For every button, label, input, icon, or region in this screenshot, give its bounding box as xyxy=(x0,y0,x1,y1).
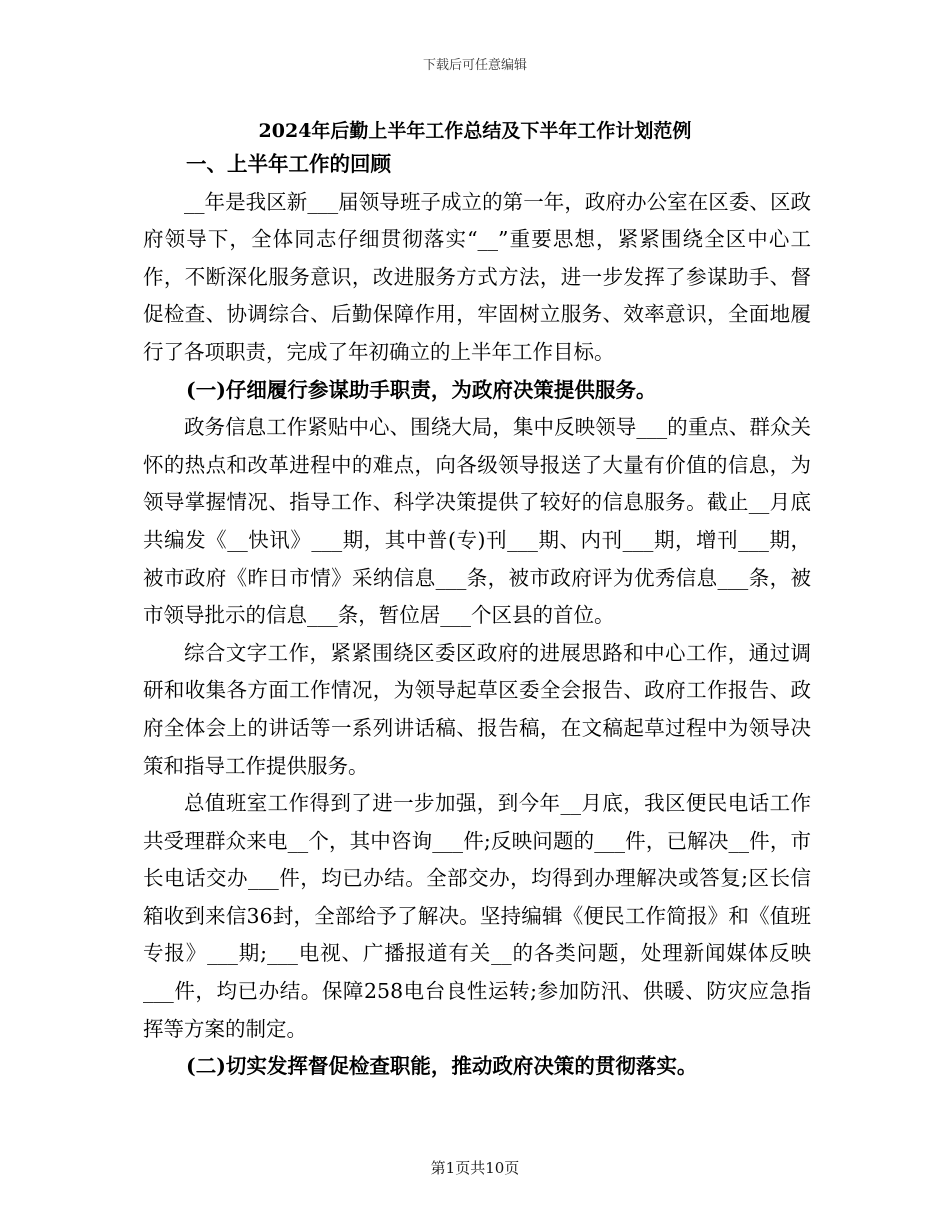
paragraph-writing-work: 综合文字工作，紧紧围绕区委区政府的进展思路和中心工作，通过调研和收集各方面工作情况，为领导起草区委全会报告、政府工作报告、政府全体会上的讲话等一系列讲话稿、报告稿，在文稿起草过程中为领导决策和指导工作提供服务。 xyxy=(143,640,811,778)
paragraph-duty-office: 总值班室工作得到了进一步加强，到今年__月底，我区便民电话工作共受理群众来电__个，其中咨询___件;反映问题的___件，已解决__件，市长电话交办___件，均已办结。全部交办，均得到办理解决或答复;区长信箱收到来信36封，全部给予了解决。坚持编辑《便民工作简报》和《值班专报》___期;___电视、广播报道有关__的各类问题，处理新闻媒体反映___件，均已办结。保障258电台良性运转;参加防汛、供暖、防灾应急指挥等方案的制定。 xyxy=(143,791,811,1041)
subsection-heading-advisory: (一)仔细履行参谋助手职责，为政府决策提供服务。 xyxy=(186,377,657,402)
page-number: 第1页共10页 xyxy=(430,1159,520,1177)
paragraph-information-work: 政务信息工作紧贴中心、围绕大局，集中反映领导___的重点、群众关怀的热点和改革进程中的难点，向各级领导报送了大量有价值的信息，为领导掌握情况、指导工作、科学决策提供了较好的信息服务。截止__月底共编发《__快讯》___期，其中普(专)刊___期、内刊___期，增刊___期，被市政府《昨日市情》采纳信息___条，被市政府评为优秀信息___条，被市领导批示的信息___条，暂位居___个区县的首位。 xyxy=(143,415,811,628)
section-heading-review: 一、上半年工作的回顾 xyxy=(186,152,391,176)
document-body xyxy=(143,146,811,1086)
subsection-heading-supervision: (二)切实发挥督促检查职能，推动政府决策的贯彻落实。 xyxy=(186,1054,698,1079)
document-title: 2024年后勤上半年工作总结及下半年工作计划范例 xyxy=(258,120,692,142)
header-note: 下载后可任意编辑 xyxy=(422,58,527,73)
section-intro-paragraph: __年是我区新___届领导班子成立的第一年，政府办公室在区委、区政府领导下，全体同志仔细贯彻落实“__”重要思想，紧紧围绕全区中心工作，不断深化服务意识，改进服务方式方法，进一步发挥了参谋助手、督促检查、协调综合、后勤保障作用，牢固树立服务、效率意识，全面地履行了各项职责，完成了年初确立的上半年工作目标。 xyxy=(143,189,811,364)
